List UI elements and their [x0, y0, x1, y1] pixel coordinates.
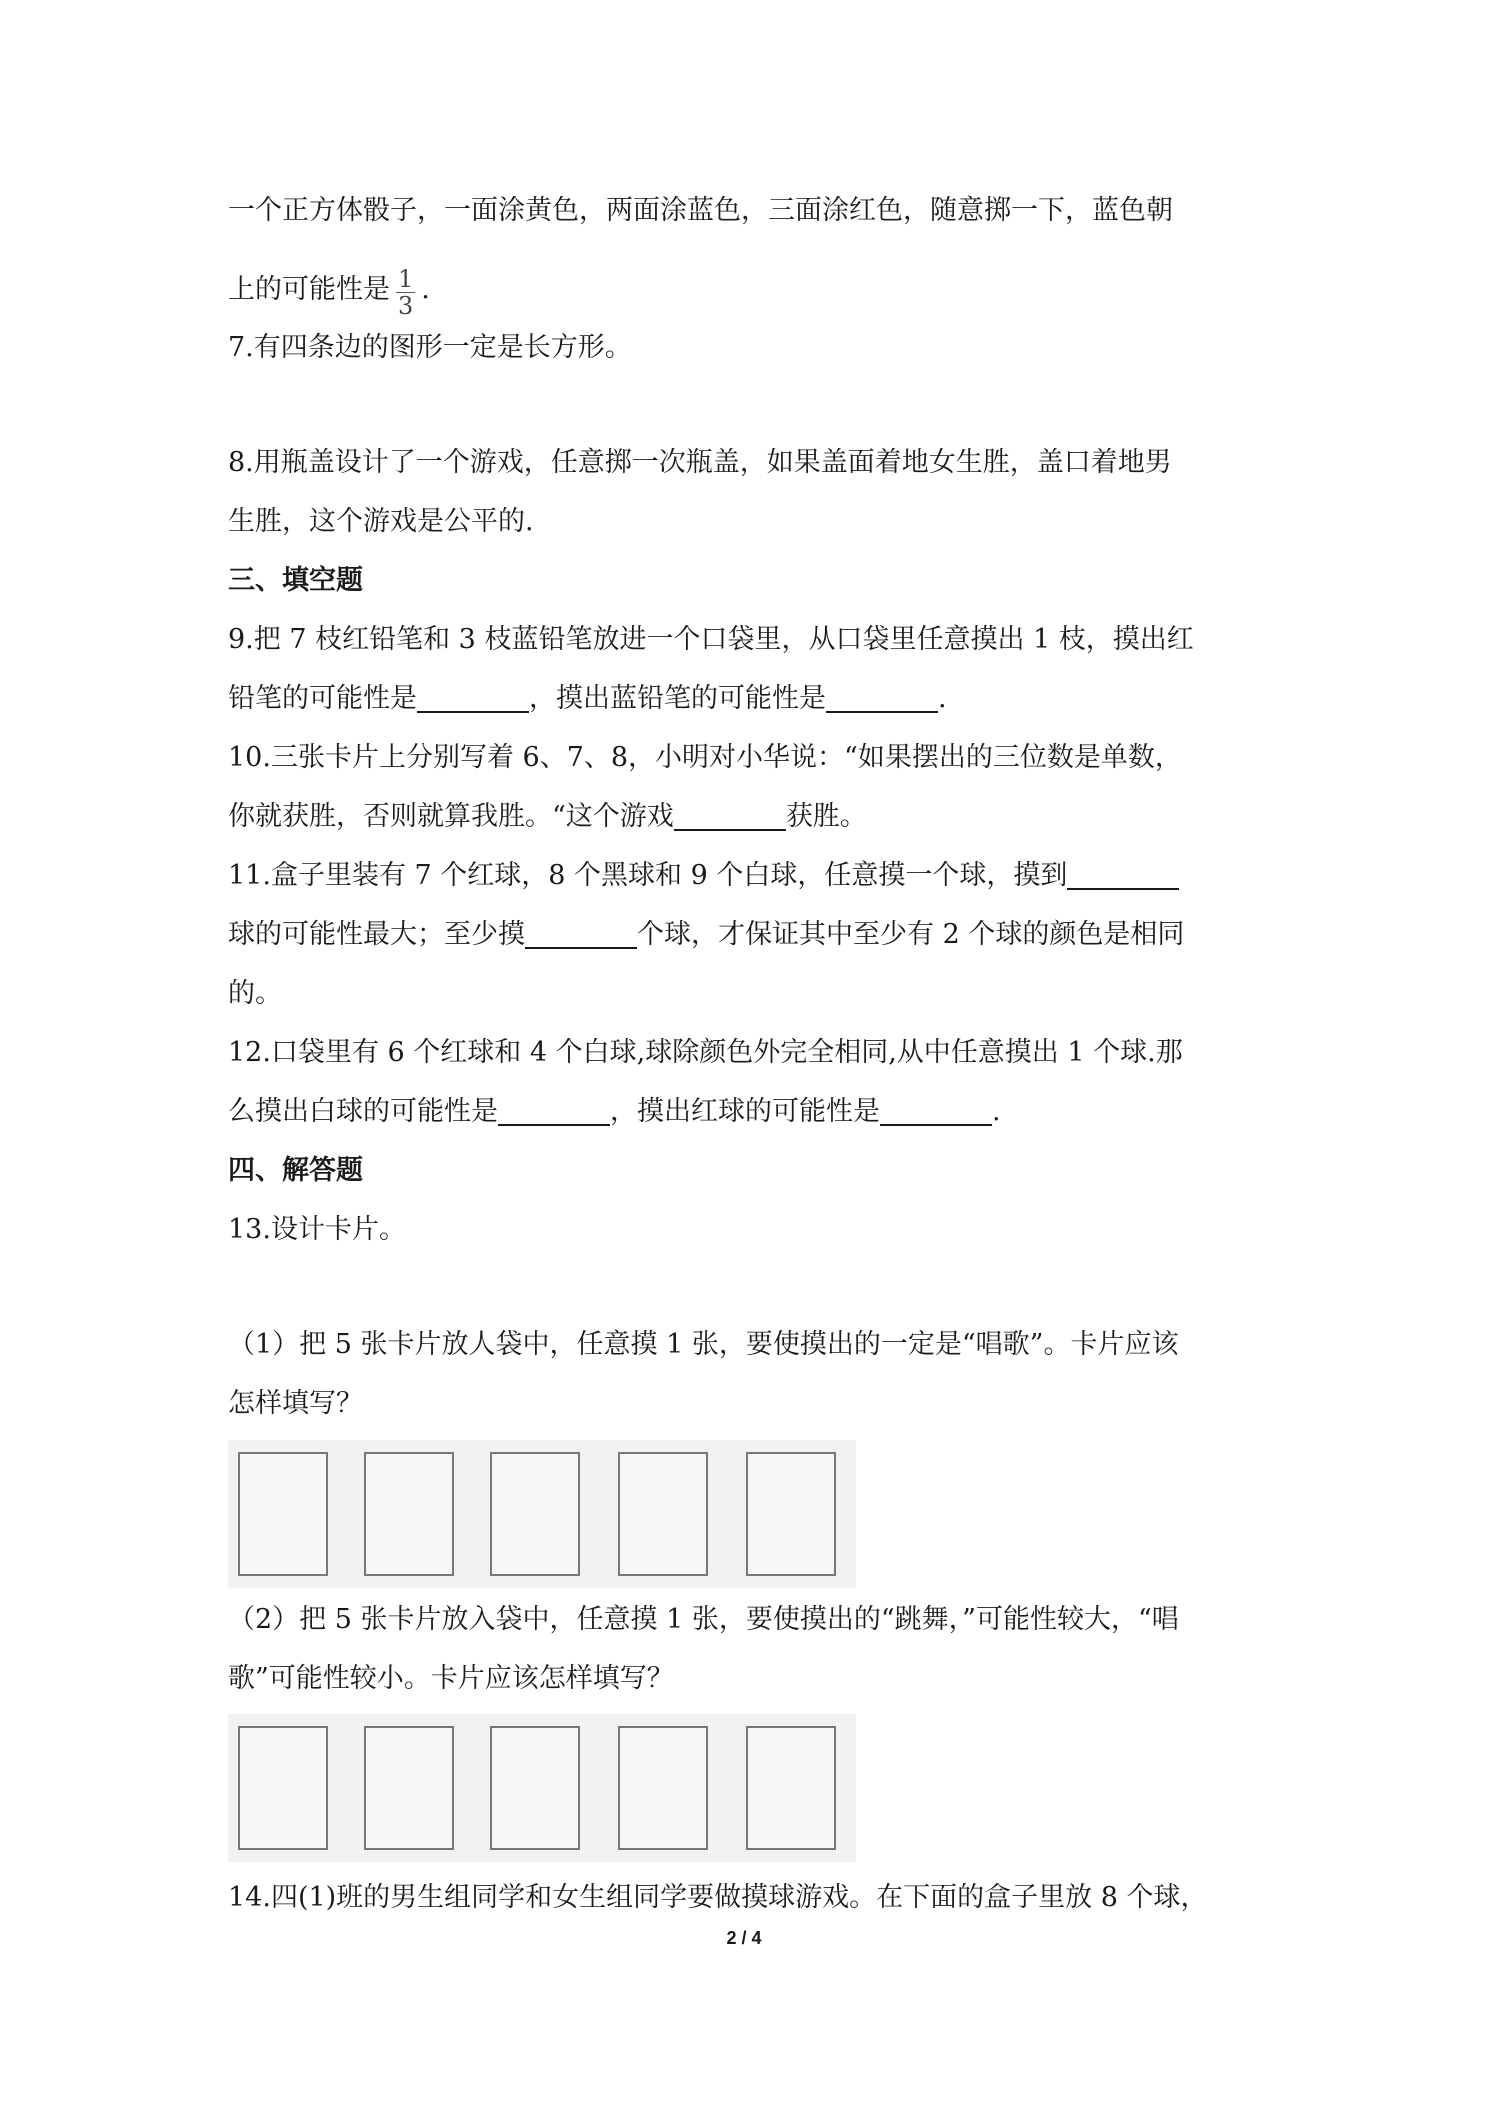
- question-12-text-c: .: [992, 1096, 1001, 1127]
- blank-card[interactable]: [364, 1726, 454, 1850]
- question-11-text-b: 个球，才保证其中至少有 2 个球的颜色是相同: [637, 919, 1185, 950]
- question-8-line1: 8.用瓶盖设计了一个游戏，任意掷一次瓶盖，如果盖面着地女生胜，盖口着地男: [228, 447, 1172, 478]
- question-11-line1: [228, 856, 1179, 896]
- page-number: 2 / 4: [726, 1928, 762, 1948]
- answer-blank[interactable]: [498, 1094, 610, 1126]
- card-strip-2: [228, 1714, 856, 1862]
- question-9-text-c: .: [938, 683, 947, 714]
- question-9-text-b: ，摸出蓝铅笔的可能性是: [529, 683, 826, 714]
- blank-card[interactable]: [490, 1726, 580, 1850]
- answer-blank[interactable]: [1067, 858, 1179, 890]
- dice-question-line2: [228, 266, 430, 319]
- question-7: 7.有四条边的图形一定是长方形。: [228, 332, 632, 363]
- card-strip-1: [228, 1440, 856, 1588]
- question-11-text-a: 球的可能性最大；至少摸: [228, 919, 525, 950]
- question-12-line1: 12.口袋里有 6 个红球和 4 个白球,球除颜色外完全相同,从中任意摸出 1 个球.那: [228, 1037, 1183, 1068]
- answer-blank[interactable]: [880, 1094, 992, 1126]
- fraction-one-third: [396, 266, 415, 319]
- question-9-text-a: 铅笔的可能性是: [228, 683, 417, 714]
- question-11-text: 11.盒子里装有 7 个红球，8 个黑球和 9 个白球，任意摸一个球，摸到: [228, 860, 1068, 891]
- question-9-line2: [228, 679, 947, 719]
- question-14: 14.四(1)班的男生组同学和女生组同学要做摸球游戏。在下面的盒子里放 8 个球，: [228, 1882, 1208, 1913]
- question-13-part1-line2: 怎样填写？: [228, 1388, 363, 1419]
- question-10-text-b: 获胜。: [785, 801, 867, 832]
- blank-card[interactable]: [746, 1726, 836, 1850]
- blank-card[interactable]: [238, 1726, 328, 1850]
- blank-card[interactable]: [238, 1452, 328, 1576]
- blank-card[interactable]: [618, 1452, 708, 1576]
- question-10-text-a: 你就获胜，否则就算我胜。“这个游戏: [228, 801, 674, 832]
- answer-blank[interactable]: [525, 917, 637, 949]
- fraction-denominator: 3: [398, 292, 414, 320]
- dice-question-period: .: [421, 274, 430, 305]
- question-13-part1-line1: （1）把 5 张卡片放人袋中，任意摸 1 张，要使摸出的一定是“唱歌”。卡片应该: [228, 1329, 1179, 1360]
- question-13-part2-line2: 歌”可能性较小。卡片应该怎样填写？: [228, 1663, 674, 1694]
- question-9-line1: 9.把 7 枝红铅笔和 3 枝蓝铅笔放进一个口袋里，从口袋里任意摸出 1 枝，摸出红: [228, 624, 1194, 655]
- question-11-line3: 的。: [228, 978, 282, 1009]
- question-13-part2-line1: （2）把 5 张卡片放入袋中，任意摸 1 张，要使摸出的“跳舞，”可能性较大，“唱: [228, 1604, 1179, 1635]
- blank-card[interactable]: [618, 1726, 708, 1850]
- answer-blank[interactable]: [417, 681, 529, 713]
- section-heading-answer: 四、解答题: [228, 1155, 363, 1186]
- answer-blank[interactable]: [674, 799, 786, 831]
- question-13-title: 13.设计卡片。: [228, 1214, 406, 1245]
- question-12-text-b: ，摸出红球的可能性是: [610, 1096, 880, 1127]
- section-heading-fill-blank: 三、填空题: [228, 565, 363, 596]
- question-10-line2: [228, 797, 867, 837]
- question-12-text-a: 么摸出白球的可能性是: [228, 1096, 498, 1127]
- question-12-line2: [228, 1092, 1001, 1132]
- blank-card[interactable]: [746, 1452, 836, 1576]
- dice-question-text: 上的可能性是: [228, 274, 390, 305]
- fraction-numerator: 1: [398, 265, 414, 293]
- question-8-line2: 生胜，这个游戏是公平的.: [228, 506, 534, 537]
- dice-question-line1: 一个正方体骰子，一面涂黄色，两面涂蓝色，三面涂红色，随意掷一下，蓝色朝: [228, 195, 1173, 226]
- blank-card[interactable]: [490, 1452, 580, 1576]
- answer-blank[interactable]: [826, 681, 938, 713]
- blank-card[interactable]: [364, 1452, 454, 1576]
- question-10-line1: 10.三张卡片上分别写着 6、7、8，小明对小华说：“如果摆出的三位数是单数，: [228, 742, 1182, 773]
- question-11-line2: [228, 915, 1184, 955]
